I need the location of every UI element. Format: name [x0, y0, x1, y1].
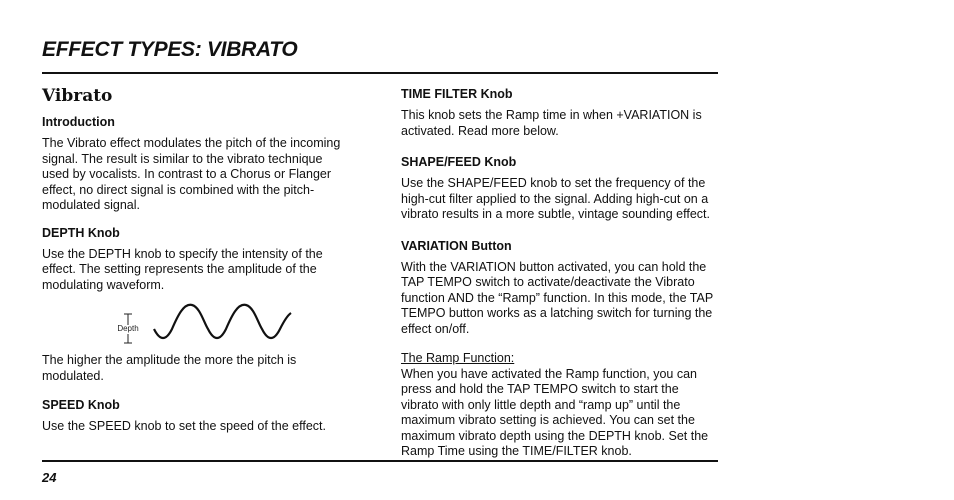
variation-heading: VARIATION Button: [401, 238, 512, 253]
page-title: EFFECT TYPES: VIBRATO: [42, 38, 298, 61]
speed-text: Use the SPEED knob to set the speed of the effect.: [42, 419, 326, 433]
depth-text: Use the DEPTH knob to specify the intensity of the effect. The setting represents the amplitude of the modulating waveform.: [42, 246, 323, 292]
speed-heading: SPEED Knob: [42, 398, 120, 412]
sine-wave: [154, 305, 291, 338]
shape-feed-heading: SHAPE/FEED Knob: [401, 155, 517, 169]
shape-feed-text: Use the SHAPE/FEED knob to set the frequency of the high-cut filter applied to the signal. Adding high-cut on a vibrato results in a more subtle, vintage sounding effect.: [401, 176, 710, 221]
time-filter-heading: TIME FILTER Knob: [401, 87, 513, 101]
footer-rule: [42, 460, 718, 462]
intro-text: The Vibrato effect modulates the pitch of the incoming signal. The result is similar to the vibrato technique used by vocalists. In contrast to a Chorus or Flanger effect, no direct signal is combined with the pitch-modulated signal.: [42, 136, 341, 212]
page-number: 24: [42, 470, 57, 485]
time-filter-text: This knob sets the Ramp time in when +VARIATION is activated. Read more below.: [401, 108, 702, 138]
depth-after-text: The higher the amplitude the more the pitch is modulated.: [42, 353, 297, 383]
section-title: Vibrato: [42, 86, 113, 106]
variation-text: With the VARIATION button activated, you can hold the TAP TEMPO switch to activate/deactivate the Vibrato function AND the “Ramp” function. In this mode, the TAP TEMPO button works as a latching switch for turning the effect on/off.: [401, 259, 713, 336]
depth-heading: DEPTH Knob: [42, 225, 120, 240]
left-column: [42, 86, 342, 447]
right-column: [401, 87, 719, 460]
sine-wave-diagram: [114, 301, 294, 345]
depth-waveform-figure: [42, 301, 342, 345]
depth-label: Depth: [117, 324, 139, 333]
intro-heading: Introduction: [42, 115, 115, 129]
ramp-heading: The Ramp Function:: [401, 351, 515, 365]
ramp-text: When you have activated the Ramp function, you can press and hold the TAP TEMPO switch to start the vibrato with only little depth and “ramp up” until the maximum vibrato setting is achieved. You can set the maximum vibrato depth using the DEPTH knob. Set the Ramp Time using the TIME/FILTER knob.: [401, 366, 709, 458]
header-rule: [42, 72, 718, 74]
